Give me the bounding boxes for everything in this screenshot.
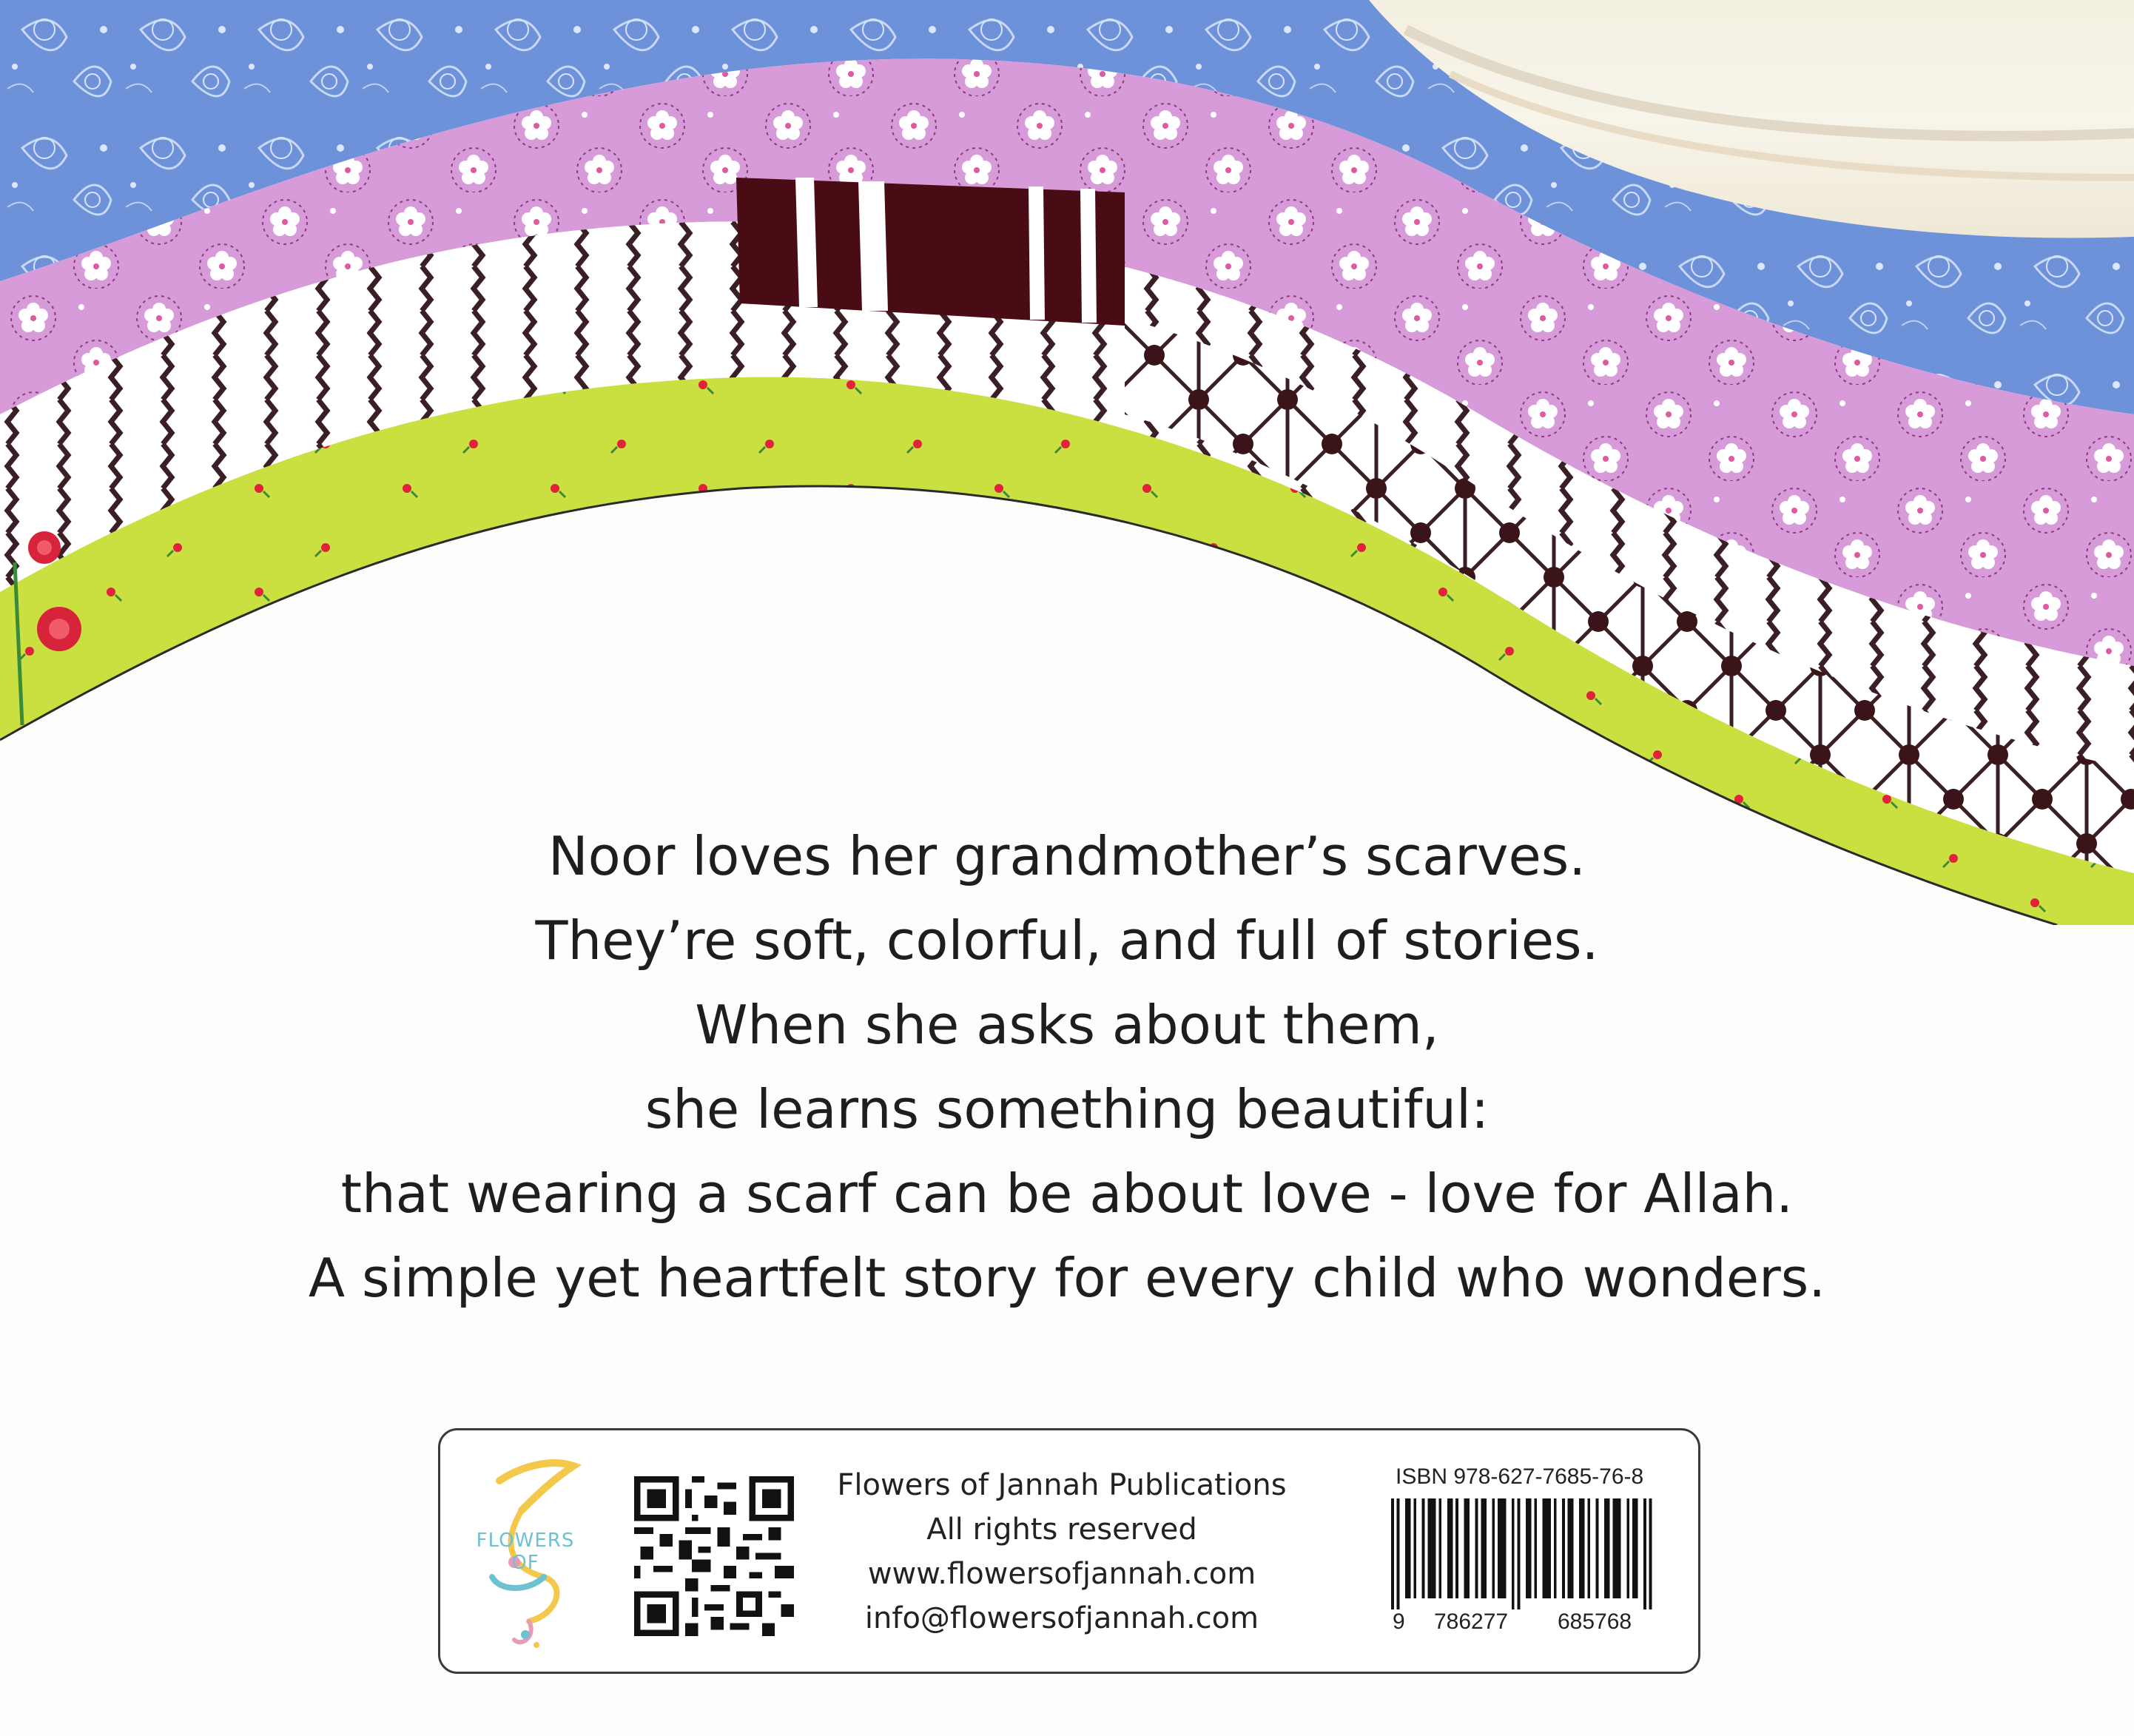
rights-text: All rights reserved (926, 1513, 1197, 1547)
blurb-line: They’re soft, colorful, and full of stories. (535, 909, 1599, 972)
publisher-logo (470, 1451, 581, 1658)
isbn-label: ISBN 978-627-7685-76-8 (1396, 1464, 1644, 1489)
email-link[interactable]: info@flowersofjannah.com (864, 1601, 1259, 1635)
barcode-digits-right: 685768 (1558, 1609, 1632, 1634)
publisher-details (818, 1463, 1306, 1641)
barcode-digit-first: 9 (1393, 1609, 1405, 1634)
back-cover-blurb (0, 814, 2134, 1320)
logo-text: FLOWERS OF (476, 1530, 575, 1574)
qr-code[interactable] (634, 1476, 794, 1636)
isbn-barcode-block (1391, 1464, 1680, 1639)
barcode (1391, 1498, 1657, 1609)
blurb-line: Noor loves her grandmother’s scarves. (548, 825, 1586, 887)
publisher-info-box (438, 1428, 1700, 1674)
blurb-line: that wearing a scarf can be about love - love for Allah. (340, 1163, 1794, 1225)
blurb-line: When she asks about them, (695, 994, 1439, 1056)
website-link[interactable]: www.flowersofjannah.com (867, 1557, 1256, 1591)
barcode-digits-left: 786277 (1434, 1609, 1509, 1634)
blurb-line: she learns something beautiful: (644, 1078, 1490, 1140)
publisher-name: Flowers of Jannah Publications (837, 1468, 1287, 1502)
maroon-stripes (736, 178, 1125, 326)
barcode-digits (1391, 1609, 1680, 1639)
blurb-line: A simple yet heartfelt story for every child who wonders. (308, 1247, 1826, 1309)
